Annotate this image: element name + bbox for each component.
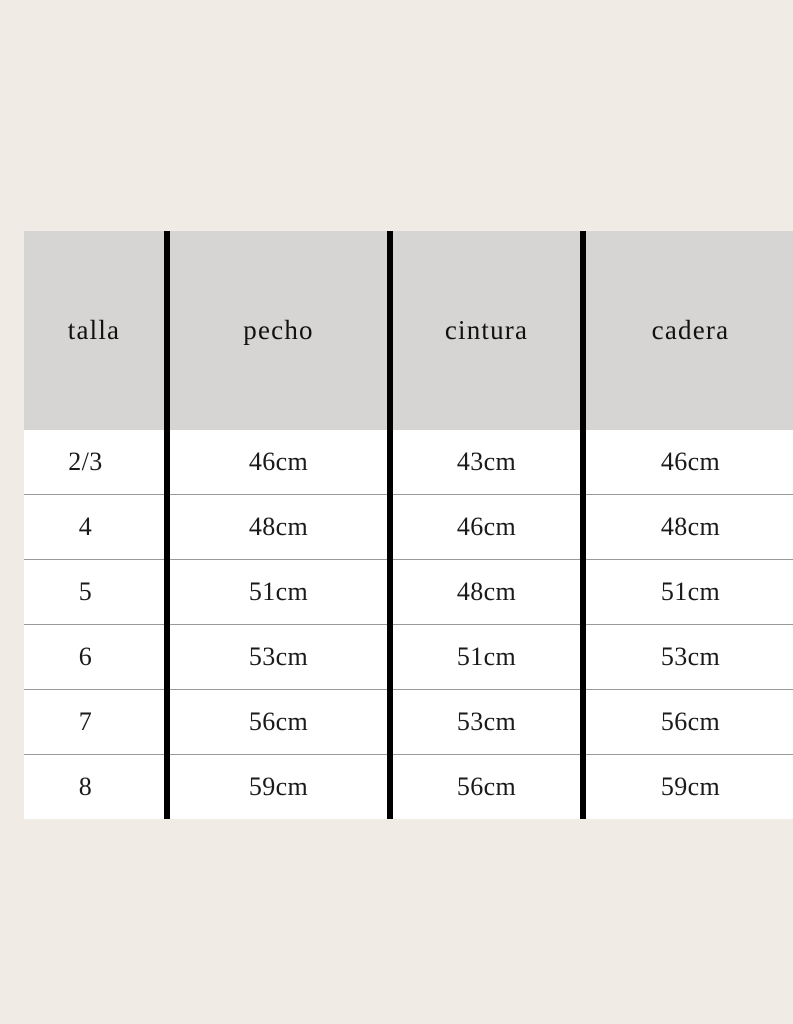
- table-body: [24, 430, 793, 819]
- cell-pecho: 59cm: [167, 755, 390, 820]
- column-header-pecho: pecho: [167, 231, 390, 430]
- cell-talla: 8: [24, 755, 167, 820]
- table-row: [24, 625, 793, 690]
- table-row: [24, 430, 793, 495]
- cell-cadera: 48cm: [583, 495, 793, 560]
- cell-talla: 7: [24, 690, 167, 755]
- cell-pecho: 51cm: [167, 560, 390, 625]
- cell-cintura: 56cm: [390, 755, 583, 820]
- cell-talla: 2/3: [24, 430, 167, 495]
- table-header: [24, 231, 793, 430]
- cell-cintura: 46cm: [390, 495, 583, 560]
- header-row: [24, 231, 793, 430]
- column-header-talla: talla: [24, 231, 167, 430]
- table-row: [24, 495, 793, 560]
- cell-pecho: 56cm: [167, 690, 390, 755]
- cell-talla: 5: [24, 560, 167, 625]
- cell-pecho: 53cm: [167, 625, 390, 690]
- table-row: [24, 755, 793, 820]
- cell-cintura: 53cm: [390, 690, 583, 755]
- cell-pecho: 46cm: [167, 430, 390, 495]
- cell-cadera: 46cm: [583, 430, 793, 495]
- column-header-cintura: cintura: [390, 231, 583, 430]
- column-header-cadera: cadera: [583, 231, 793, 430]
- table-row: [24, 690, 793, 755]
- cell-cadera: 59cm: [583, 755, 793, 820]
- cell-talla: 4: [24, 495, 167, 560]
- cell-cadera: 56cm: [583, 690, 793, 755]
- size-chart-container: [24, 231, 769, 819]
- table-row: [24, 560, 793, 625]
- cell-talla: 6: [24, 625, 167, 690]
- cell-cintura: 51cm: [390, 625, 583, 690]
- size-chart-table: [24, 231, 793, 819]
- cell-pecho: 48cm: [167, 495, 390, 560]
- cell-cadera: 53cm: [583, 625, 793, 690]
- cell-cadera: 51cm: [583, 560, 793, 625]
- cell-cintura: 43cm: [390, 430, 583, 495]
- cell-cintura: 48cm: [390, 560, 583, 625]
